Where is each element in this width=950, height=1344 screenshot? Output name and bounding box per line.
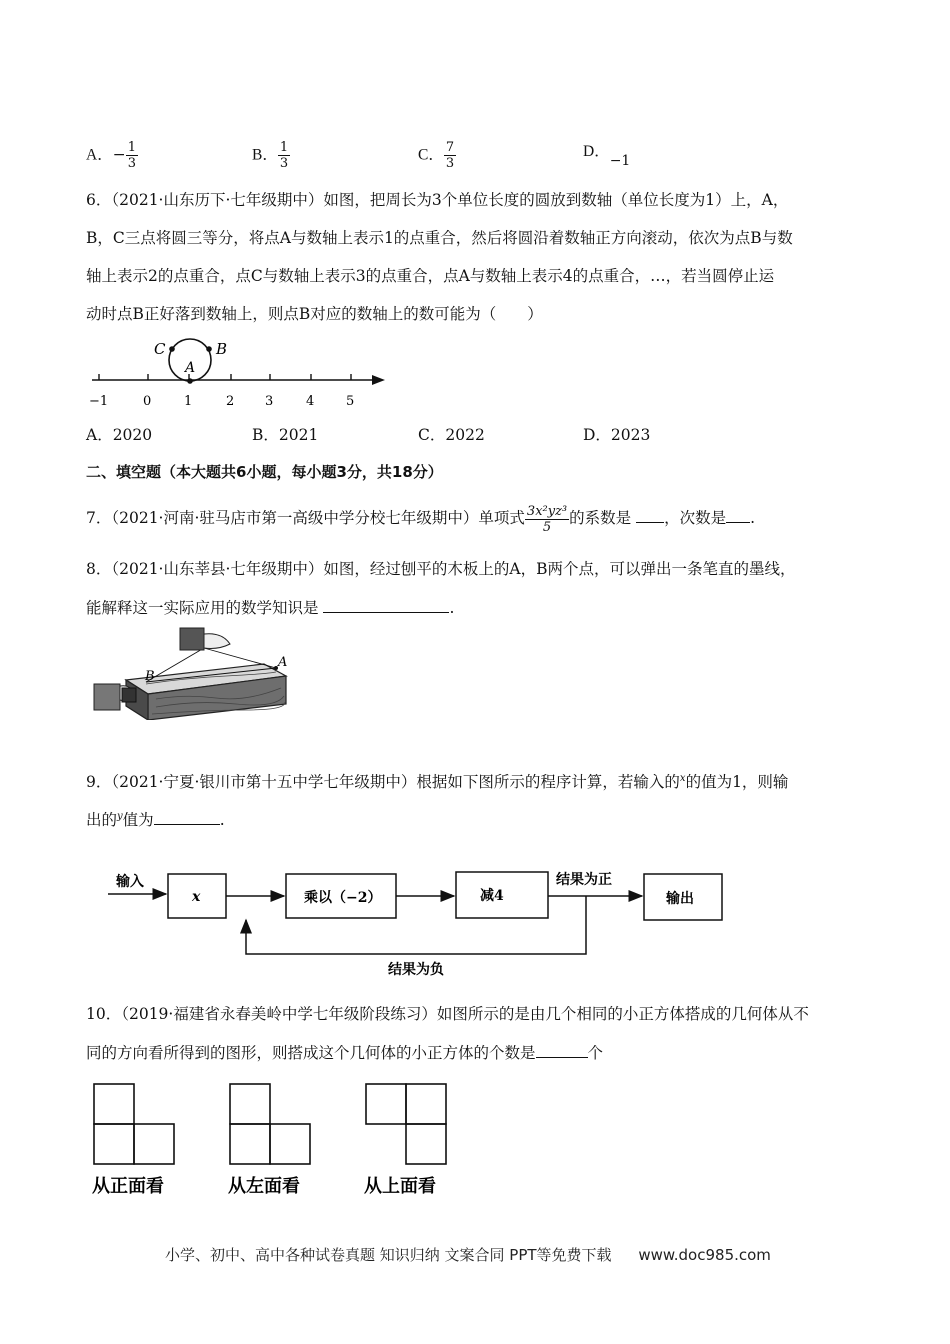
fraction [278, 140, 290, 171]
fraction [126, 140, 138, 171]
point-a [187, 378, 193, 384]
q6-line-4: 动时点B正好落到数轴上，则点B对应的数轴上的数可能为（ ） [86, 305, 543, 323]
axis-arrow [372, 375, 385, 385]
numerator: 7 [445, 140, 455, 155]
board-figure [86, 624, 296, 720]
answer-blank[interactable] [154, 808, 220, 825]
label-b: B [216, 340, 228, 358]
q6-line-1: 6．（2021·山东历下·七年级期中）如图，把周长为3个单位长度的圆放到数轴（单位长度为1）上，A， [86, 191, 789, 209]
numerator: 1 [279, 140, 289, 155]
view-caption: 从上面看 [364, 1176, 436, 1197]
q5-option-a [86, 140, 138, 171]
tick-label: 1 [184, 394, 193, 409]
q9-line-2 [86, 806, 225, 831]
top-view [362, 1080, 462, 1200]
monomial-fraction [525, 504, 569, 535]
tick-label: 0 [143, 394, 152, 409]
q9-end: . [219, 811, 225, 830]
tick-label: 2 [226, 394, 235, 409]
lower-hand [94, 684, 120, 710]
q10-line-2 [86, 1041, 603, 1064]
option-value: −1 [609, 153, 631, 169]
q10-text: 同的方向看所得到的图形，则搭成这个几何体的小正方体的个数是 [86, 1044, 536, 1062]
upper-hand [180, 628, 204, 650]
q7-middle-2: ，次数是 [664, 509, 727, 527]
answer-blank[interactable] [536, 1041, 588, 1058]
view-caption: 从左面看 [228, 1176, 300, 1197]
label-input: 输入 [116, 874, 144, 890]
label-a: A [278, 655, 288, 670]
q7-line [86, 500, 755, 536]
front-view [90, 1080, 190, 1200]
q6-line-2: B，C三点将圆三等分，将点A与数轴上表示1的点重合，然后将圆沿着数轴正方向滚动，依次为点B与数 [86, 229, 793, 247]
q8-line-2 [86, 596, 454, 619]
string-line [204, 648, 276, 668]
option-label: B． [252, 146, 278, 164]
label-output: 输出 [666, 891, 694, 907]
q5-option-b [252, 140, 290, 171]
footer-text: 小学、初中、高中各种试卷真题 知识归纳 文案合同 PPT等免费下载 [165, 1246, 612, 1264]
q9-text: 值为 [122, 811, 154, 830]
q8-end: . [449, 599, 455, 617]
tick-label: 5 [346, 394, 355, 409]
view-caption: 从正面看 [92, 1176, 164, 1197]
upper-fingers-icon [204, 634, 230, 649]
q6-line-3: 轴上表示2的点重合，点C与数轴上表示3的点重合，点A与数轴上表示4的点重合，…，若当圆停止运 [86, 267, 775, 285]
tick-label: 3 [265, 394, 274, 409]
section-heading: 二、填空题（本大题共6小题，每小题3分，共18分） [86, 463, 443, 481]
label-positive: 结果为正 [556, 872, 612, 888]
var-y: y [117, 811, 123, 822]
label-negative: 结果为负 [388, 962, 444, 978]
q6-option-a: A．2020 [86, 426, 153, 444]
answer-blank-coefficient[interactable] [636, 506, 664, 523]
var-x: x [679, 773, 686, 784]
footer-site-link[interactable]: www.doc985.com [638, 1246, 771, 1264]
label-a: A [185, 360, 196, 376]
label-x: x [192, 889, 201, 905]
q9-text: 9．（2021·宁夏·银川市第十五中学七年级期中）根据如下图所示的程序计算，若输入的 [86, 773, 680, 792]
left-view [226, 1080, 326, 1200]
point-c [169, 346, 175, 352]
ink-box [122, 688, 136, 702]
q9-text-end: 的值为1，则输 [685, 773, 789, 792]
denominator: 5 [542, 519, 552, 535]
q6-option-d: D．2023 [583, 426, 651, 444]
numerator: 1 [127, 140, 136, 155]
q7-prefix: 7．（2021·河南·驻马店市第一高级中学分校七年级期中）单项式 [86, 509, 525, 527]
option-label: D． [583, 143, 610, 160]
q6-option-b: B．2021 [252, 426, 319, 444]
label-subtract: 减4 [480, 888, 504, 904]
number-line-figure [86, 332, 396, 414]
q7-middle: 的系数是 [569, 509, 632, 527]
q10-line-1: 10．（2019·福建省永春美岭中学七年级阶段练习）如图所示的是由几个相同的小正方体搭成的几何体从不 [86, 1005, 809, 1023]
q5-option-d [583, 140, 631, 169]
label-multiply: 乘以（−2） [304, 890, 382, 906]
q8-line-1: 8．（2021·山东莘县·七年级期中）如图，经过刨平的木板上的A，B两个点，可以弹出一条笔直的墨线， [86, 560, 796, 578]
q9-text: 出的 [86, 811, 118, 830]
numerator: 3x²yz³ [526, 503, 568, 519]
minus-sign: − [112, 145, 126, 164]
option-label: A． [86, 146, 113, 164]
answer-blank[interactable] [323, 596, 449, 613]
q6-option-c: C．2022 [418, 426, 485, 444]
label-c: C [154, 340, 166, 358]
option-label: C． [418, 146, 444, 164]
point-b [206, 346, 212, 352]
tick-label: −1 [89, 394, 109, 409]
ticks [99, 374, 351, 380]
denominator: 3 [127, 156, 136, 171]
fraction [444, 140, 456, 171]
q5-option-c [418, 140, 456, 171]
denominator: 3 [445, 156, 455, 171]
flowchart [100, 860, 740, 980]
q8-text: 能解释这一实际应用的数学知识是 [86, 599, 319, 617]
tick-label: 4 [306, 394, 315, 409]
answer-blank-degree[interactable] [726, 506, 750, 523]
q10-end: 个 [587, 1044, 604, 1062]
q9-line-1 [86, 768, 788, 793]
footer [165, 1244, 771, 1265]
denominator: 3 [279, 156, 289, 171]
q7-end: . [750, 509, 756, 527]
label-b: B [145, 669, 155, 684]
